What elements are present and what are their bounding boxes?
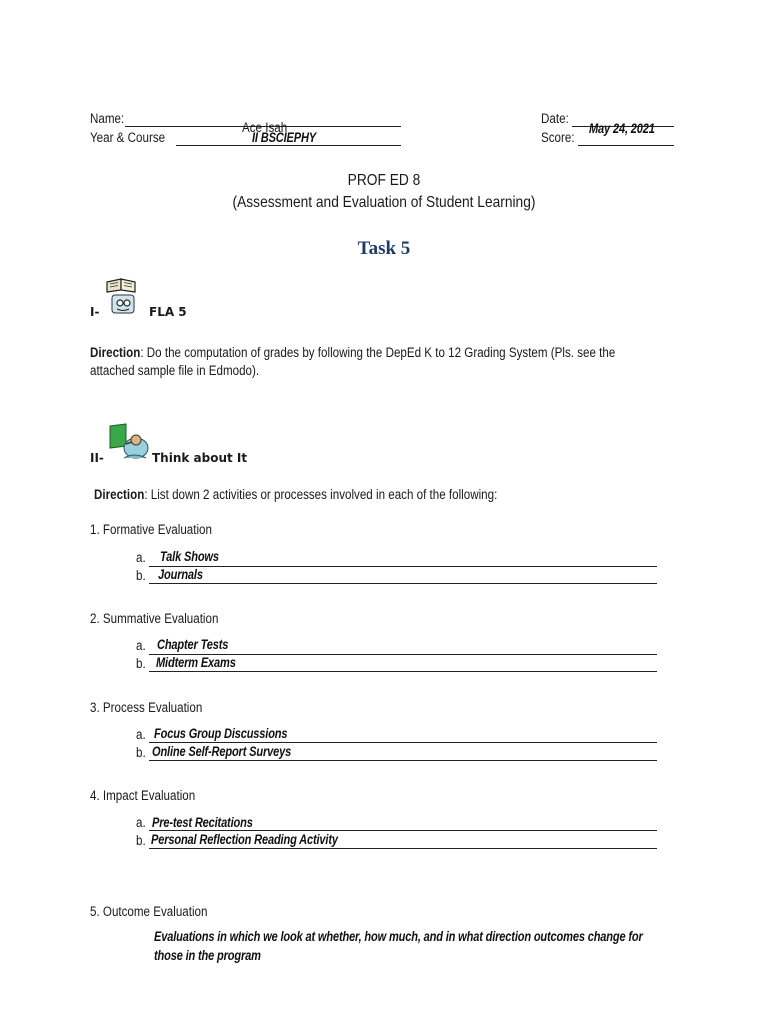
- item-letter-b: b.: [136, 656, 146, 671]
- book-reader-icon: [104, 276, 140, 316]
- outcome-answer-line1: Evaluations in which we look at whether, how much, and in what direction outcomes change for: [154, 929, 643, 944]
- answer-text: Pre-test Recitations: [152, 815, 253, 830]
- item-letter-a: a.: [136, 727, 146, 742]
- course-code: PROF ED 8: [347, 172, 421, 189]
- part2-numeral: II-: [90, 451, 104, 465]
- part2-direction-text: : List down 2 activities or processes involved in each of the following:: [144, 487, 498, 502]
- part1-direction-label: Direction: [90, 345, 141, 360]
- answer-text: Talk Shows: [160, 549, 219, 564]
- name-value: Ace Isah: [242, 120, 288, 135]
- section-heading: 1. Formative Evaluation: [90, 522, 212, 537]
- part1-direction-text-2: attached sample file in Edmodo).: [90, 363, 260, 378]
- section-heading: 2. Summative Evaluation: [90, 611, 219, 626]
- score-label: Score:: [541, 130, 575, 145]
- item-letter-b: b.: [136, 745, 146, 760]
- answer-line: [149, 848, 657, 849]
- date-label: Date:: [541, 111, 569, 126]
- answer-text: Midterm Exams: [156, 655, 236, 670]
- part2-direction-line: [94, 487, 497, 502]
- part2-direction-label: Direction: [94, 487, 145, 502]
- course-underline: [176, 145, 401, 146]
- part1-direction-line1: [90, 345, 615, 360]
- item-letter-a: a.: [136, 815, 146, 830]
- answer-line: [149, 742, 657, 743]
- answer-line: [149, 671, 657, 672]
- item-letter-a: a.: [136, 550, 146, 565]
- name-label: Name:: [90, 111, 125, 126]
- answer-text: Online Self-Report Surveys: [152, 744, 292, 759]
- part1-direction-text-1: : Do the computation of grades by following the DepEd K to 12 Grading System (Pls. see the: [140, 345, 616, 360]
- outcome-heading: 5. Outcome Evaluation: [90, 904, 208, 919]
- date-value: May 24, 2021: [589, 121, 655, 136]
- outcome-answer-line2: those in the program: [154, 948, 261, 963]
- course-label: Year & Course: [90, 130, 166, 145]
- answer-text: Journals: [158, 567, 203, 582]
- thinker-icon: [106, 422, 152, 464]
- section-heading: 3. Process Evaluation: [90, 700, 203, 715]
- section-heading: 4. Impact Evaluation: [90, 788, 196, 803]
- score-underline: [578, 145, 674, 146]
- part1-numeral: I-: [90, 305, 100, 319]
- answer-text: Chapter Tests: [157, 637, 229, 652]
- item-letter-b: b.: [136, 833, 146, 848]
- item-letter-a: a.: [136, 638, 146, 653]
- answer-text: Personal Reflection Reading Activity: [151, 832, 338, 847]
- task-title: Task 5: [357, 238, 411, 259]
- part2-label: Think about It: [152, 451, 248, 465]
- answer-line: [149, 760, 657, 761]
- part1-label: FLA 5: [149, 305, 187, 319]
- item-letter-b: b.: [136, 568, 146, 583]
- answer-line: [149, 566, 657, 567]
- answer-line: [149, 830, 657, 831]
- course-name: (Assessment and Evaluation of Student Learning): [232, 194, 536, 211]
- course-value: II BSCIEPHY: [252, 130, 317, 145]
- answer-text: Focus Group Discussions: [154, 726, 288, 741]
- answer-line: [149, 583, 657, 584]
